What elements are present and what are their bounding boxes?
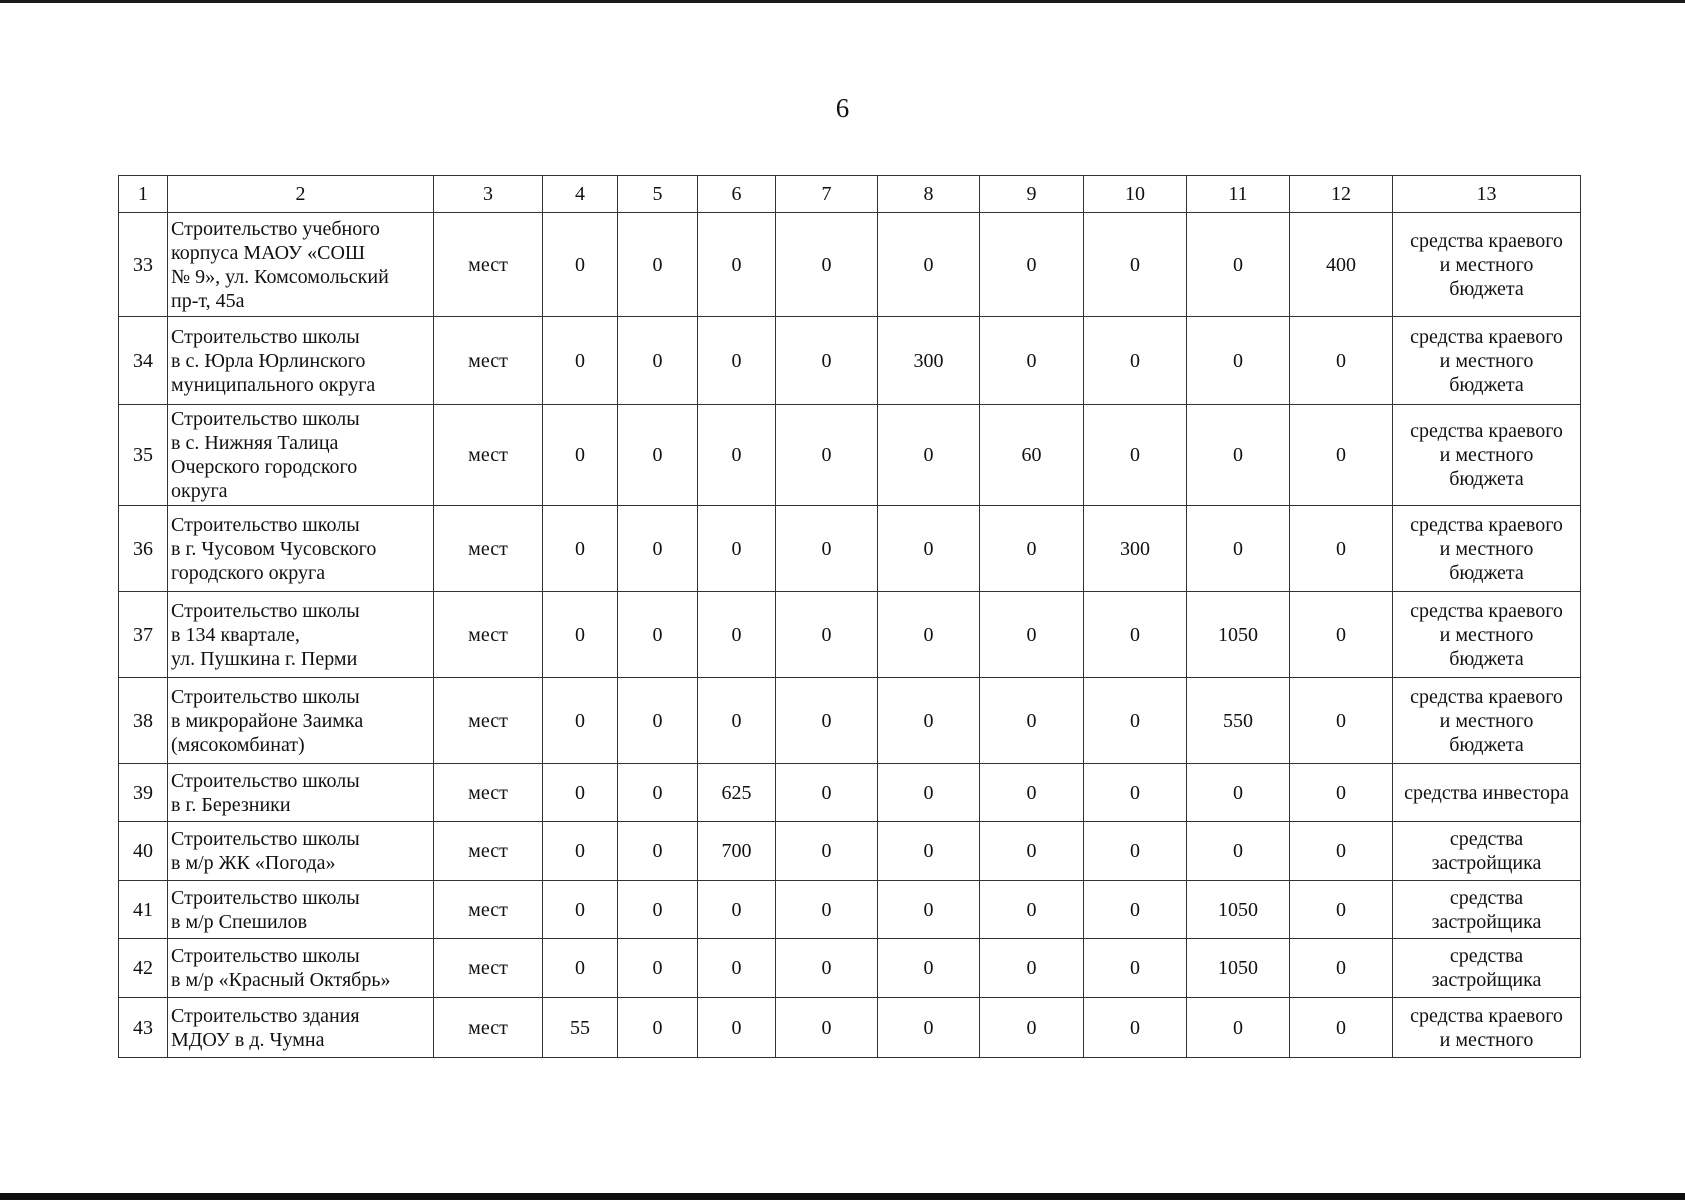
- object-name-cell: [168, 213, 434, 317]
- object-name-cell: [168, 998, 434, 1058]
- value-cell: 0: [878, 764, 980, 822]
- funding-source-line: и местного: [1439, 253, 1534, 276]
- value-cell: 0: [1084, 764, 1187, 822]
- object-name-cell: [168, 678, 434, 764]
- funding-source-line: бюджета: [1449, 277, 1524, 300]
- funding-source-line: бюджета: [1449, 373, 1524, 396]
- value-cell: 0: [618, 405, 698, 506]
- table-header: [119, 176, 1581, 213]
- value-cell: 0: [1290, 939, 1393, 998]
- value-cell: 0: [1290, 317, 1393, 405]
- object-name-line: Строительство школы: [171, 325, 360, 348]
- value-cell: 0: [543, 317, 618, 405]
- object-name-cell: [168, 881, 434, 939]
- object-name-line: Строительство здания: [171, 1004, 360, 1027]
- object-name-line: в с. Нижняя Талица: [171, 432, 339, 454]
- value-cell: 0: [1084, 822, 1187, 881]
- value-cell: 0: [878, 213, 980, 317]
- column-header: 6: [698, 176, 776, 213]
- value-cell: 0: [698, 678, 776, 764]
- value-cell: 0: [980, 678, 1084, 764]
- column-header: 12: [1290, 176, 1393, 213]
- unit-cell: мест: [434, 592, 543, 678]
- value-cell: 0: [776, 506, 878, 592]
- value-cell: 60: [980, 405, 1084, 506]
- funding-source-line: средства краевого: [1410, 229, 1563, 252]
- value-cell: 0: [543, 592, 618, 678]
- value-cell: 55: [543, 998, 618, 1058]
- object-name-cell: [168, 592, 434, 678]
- value-cell: 0: [980, 881, 1084, 939]
- data-table: [118, 175, 1581, 1058]
- funding-source-line: застройщика: [1431, 852, 1542, 874]
- object-name-cell: [168, 939, 434, 998]
- object-name-line: Строительство школы: [171, 408, 360, 430]
- object-name-line: в 134 квартале,: [171, 623, 300, 646]
- table-row: [119, 213, 1581, 317]
- value-cell: 0: [698, 405, 776, 506]
- column-header: 1: [119, 176, 168, 213]
- funding-source-line: и местного: [1439, 349, 1534, 372]
- value-cell: 0: [878, 592, 980, 678]
- value-cell: 0: [1084, 592, 1187, 678]
- value-cell: 0: [698, 998, 776, 1058]
- unit-cell: мест: [434, 405, 543, 506]
- funding-source-line: средства: [1449, 945, 1524, 967]
- table-row: [119, 405, 1581, 506]
- funding-source-line: застройщика: [1431, 969, 1542, 991]
- funding-source-line: бюджета: [1449, 647, 1524, 670]
- value-cell: 0: [1290, 592, 1393, 678]
- value-cell: 0: [1187, 213, 1290, 317]
- object-name-line: округа: [171, 480, 228, 502]
- funding-source-line: и местного: [1439, 709, 1534, 732]
- value-cell: 1050: [1187, 881, 1290, 939]
- value-cell: 0: [1290, 822, 1393, 881]
- object-name-line: Строительство школы: [171, 769, 360, 792]
- object-name-line: Строительство учебного: [171, 217, 380, 240]
- value-cell: 0: [1290, 881, 1393, 939]
- funding-source-cell: [1393, 506, 1581, 592]
- object-name-line: Строительство школы: [171, 599, 360, 622]
- value-cell: 1050: [1187, 939, 1290, 998]
- value-cell: 0: [543, 405, 618, 506]
- object-name-line: пр-т, 45а: [171, 289, 245, 312]
- value-cell: 0: [618, 213, 698, 317]
- row-number: 39: [119, 764, 168, 822]
- object-name-line: в м/р Спешилов: [171, 910, 308, 933]
- object-name-line: городского округа: [171, 561, 326, 584]
- unit-cell: мест: [434, 764, 543, 822]
- value-cell: 0: [980, 939, 1084, 998]
- funding-source-line: средства: [1449, 828, 1524, 850]
- column-header: 13: [1393, 176, 1581, 213]
- table-row: [119, 506, 1581, 592]
- value-cell: 300: [878, 317, 980, 405]
- object-name-line: Строительство школы: [171, 828, 360, 850]
- value-cell: 0: [1084, 998, 1187, 1058]
- value-cell: 0: [776, 998, 878, 1058]
- funding-source-line: бюджета: [1449, 468, 1524, 490]
- value-cell: 0: [543, 881, 618, 939]
- value-cell: 0: [878, 506, 980, 592]
- value-cell: 0: [1290, 405, 1393, 506]
- value-cell: 0: [776, 881, 878, 939]
- object-name-line: (мясокомбинат): [171, 733, 305, 756]
- funding-source-cell: [1393, 213, 1581, 317]
- unit-cell: мест: [434, 213, 543, 317]
- object-name-line: в м/р «Красный Октябрь»: [171, 969, 391, 991]
- funding-source-cell: [1393, 592, 1581, 678]
- value-cell: 0: [776, 822, 878, 881]
- value-cell: 0: [698, 939, 776, 998]
- funding-source-line: средства краевого: [1410, 420, 1563, 442]
- value-cell: 0: [1084, 939, 1187, 998]
- value-cell: 625: [698, 764, 776, 822]
- value-cell: 0: [618, 998, 698, 1058]
- value-cell: 0: [776, 764, 878, 822]
- unit-cell: мест: [434, 506, 543, 592]
- table-row: [119, 592, 1581, 678]
- column-header: 8: [878, 176, 980, 213]
- value-cell: 0: [878, 998, 980, 1058]
- funding-source-line: бюджета: [1449, 561, 1524, 584]
- value-cell: 0: [618, 881, 698, 939]
- value-cell: 0: [543, 822, 618, 881]
- value-cell: 0: [980, 506, 1084, 592]
- funding-source-line: средства краевого: [1410, 325, 1563, 348]
- value-cell: 0: [776, 405, 878, 506]
- object-name-line: в микрорайоне Заимка: [171, 709, 364, 732]
- funding-source-cell: [1393, 405, 1581, 506]
- funding-source-line: и местного: [1439, 537, 1534, 560]
- row-number: 37: [119, 592, 168, 678]
- table-body: [119, 213, 1581, 1058]
- value-cell: 0: [1084, 881, 1187, 939]
- funding-source-cell: [1393, 881, 1581, 939]
- unit-cell: мест: [434, 939, 543, 998]
- value-cell: 0: [618, 939, 698, 998]
- object-name-line: № 9», ул. Комсомольский: [171, 265, 389, 288]
- value-cell: 0: [980, 317, 1084, 405]
- table-row: [119, 678, 1581, 764]
- object-name-line: Очерского городского: [171, 456, 358, 478]
- scan-top-edge: [0, 0, 1685, 3]
- funding-source-line: застройщика: [1431, 910, 1542, 933]
- row-number: 38: [119, 678, 168, 764]
- scan-bottom-edge: [0, 1193, 1685, 1200]
- funding-source-cell: [1393, 678, 1581, 764]
- object-name-line: Строительство школы: [171, 513, 360, 536]
- value-cell: 700: [698, 822, 776, 881]
- header-row: [119, 176, 1581, 213]
- value-cell: 1050: [1187, 592, 1290, 678]
- value-cell: 0: [878, 822, 980, 881]
- value-cell: 0: [776, 678, 878, 764]
- value-cell: 0: [878, 881, 980, 939]
- row-number: 35: [119, 405, 168, 506]
- value-cell: 0: [1084, 405, 1187, 506]
- table-row: [119, 822, 1581, 881]
- funding-source-cell: [1393, 998, 1581, 1058]
- value-cell: 0: [1290, 506, 1393, 592]
- row-number: 33: [119, 213, 168, 317]
- object-name-line: в г. Чусовом Чусовского: [171, 537, 377, 560]
- object-name-line: Строительство школы: [171, 685, 360, 708]
- column-header: 5: [618, 176, 698, 213]
- value-cell: 0: [1290, 678, 1393, 764]
- unit-cell: мест: [434, 678, 543, 764]
- value-cell: 0: [878, 678, 980, 764]
- value-cell: 0: [618, 678, 698, 764]
- value-cell: 0: [618, 764, 698, 822]
- column-header: 2: [168, 176, 434, 213]
- row-number: 42: [119, 939, 168, 998]
- value-cell: 0: [698, 881, 776, 939]
- object-name-line: в м/р ЖК «Погода»: [171, 852, 336, 874]
- unit-cell: мест: [434, 822, 543, 881]
- value-cell: 0: [1290, 764, 1393, 822]
- funding-source-line: средства краевого: [1410, 513, 1563, 536]
- funding-source-cell: [1393, 317, 1581, 405]
- table-row: [119, 998, 1581, 1058]
- value-cell: 0: [1084, 678, 1187, 764]
- object-name-cell: [168, 405, 434, 506]
- funding-source-line: средства краевого: [1410, 599, 1563, 622]
- object-name-line: Строительство школы: [171, 886, 360, 909]
- object-name-line: Строительство школы: [171, 945, 360, 967]
- value-cell: 300: [1084, 506, 1187, 592]
- column-header: 9: [980, 176, 1084, 213]
- value-cell: 0: [878, 405, 980, 506]
- column-header: 10: [1084, 176, 1187, 213]
- value-cell: 0: [1187, 998, 1290, 1058]
- value-cell: 0: [1084, 317, 1187, 405]
- object-name-line: МДОУ в д. Чумна: [171, 1028, 325, 1051]
- value-cell: 0: [776, 939, 878, 998]
- funding-source-line: и местного: [1439, 623, 1534, 646]
- object-name-line: в г. Березники: [171, 793, 291, 816]
- row-number: 40: [119, 822, 168, 881]
- funding-source-line: средства краевого: [1410, 685, 1563, 708]
- value-cell: 0: [618, 822, 698, 881]
- object-name-line: корпуса МАОУ «СОШ: [171, 241, 366, 264]
- value-cell: 0: [776, 213, 878, 317]
- unit-cell: мест: [434, 881, 543, 939]
- value-cell: 400: [1290, 213, 1393, 317]
- value-cell: 0: [776, 317, 878, 405]
- value-cell: 0: [980, 998, 1084, 1058]
- value-cell: 0: [543, 506, 618, 592]
- value-cell: 0: [618, 592, 698, 678]
- value-cell: 0: [1187, 506, 1290, 592]
- value-cell: 0: [878, 939, 980, 998]
- value-cell: 0: [980, 822, 1084, 881]
- funding-source-line: и местного: [1439, 1028, 1534, 1051]
- value-cell: 0: [618, 317, 698, 405]
- column-header: 7: [776, 176, 878, 213]
- column-header: 4: [543, 176, 618, 213]
- object-name-line: в с. Юрла Юрлинского: [171, 349, 366, 372]
- value-cell: 0: [980, 213, 1084, 317]
- object-name-cell: [168, 764, 434, 822]
- value-cell: 0: [698, 317, 776, 405]
- value-cell: 0: [698, 213, 776, 317]
- value-cell: 0: [543, 764, 618, 822]
- value-cell: 0: [543, 213, 618, 317]
- value-cell: 0: [698, 506, 776, 592]
- value-cell: 0: [1187, 317, 1290, 405]
- funding-source-cell: [1393, 822, 1581, 881]
- value-cell: 0: [1187, 764, 1290, 822]
- funding-source-cell: [1393, 939, 1581, 998]
- table-row: [119, 764, 1581, 822]
- funding-source-line: средства инвестора: [1404, 781, 1569, 804]
- object-name-line: ул. Пушкина г. Перми: [171, 647, 358, 670]
- value-cell: 0: [1187, 822, 1290, 881]
- page-number: 6: [835, 93, 850, 123]
- value-cell: 0: [543, 939, 618, 998]
- funding-source-line: и местного: [1439, 444, 1534, 466]
- value-cell: 550: [1187, 678, 1290, 764]
- funding-source-line: средства: [1449, 886, 1524, 909]
- column-header: 11: [1187, 176, 1290, 213]
- value-cell: 0: [1187, 405, 1290, 506]
- value-cell: 0: [543, 678, 618, 764]
- table-row: [119, 881, 1581, 939]
- value-cell: 0: [1084, 213, 1187, 317]
- object-name-line: муниципального округа: [171, 373, 376, 396]
- table-row: [119, 317, 1581, 405]
- value-cell: 0: [980, 764, 1084, 822]
- value-cell: 0: [980, 592, 1084, 678]
- unit-cell: мест: [434, 317, 543, 405]
- funding-source-line: средства краевого: [1410, 1004, 1563, 1027]
- row-number: 34: [119, 317, 168, 405]
- row-number: 36: [119, 506, 168, 592]
- value-cell: 0: [698, 592, 776, 678]
- object-name-cell: [168, 506, 434, 592]
- table-row: [119, 939, 1581, 998]
- object-name-cell: [168, 822, 434, 881]
- funding-source-cell: [1393, 764, 1581, 822]
- row-number: 43: [119, 998, 168, 1058]
- value-cell: 0: [1290, 998, 1393, 1058]
- value-cell: 0: [618, 506, 698, 592]
- funding-source-line: бюджета: [1449, 733, 1524, 756]
- object-name-cell: [168, 317, 434, 405]
- unit-cell: мест: [434, 998, 543, 1058]
- value-cell: 0: [776, 592, 878, 678]
- column-header: 3: [434, 176, 543, 213]
- row-number: 41: [119, 881, 168, 939]
